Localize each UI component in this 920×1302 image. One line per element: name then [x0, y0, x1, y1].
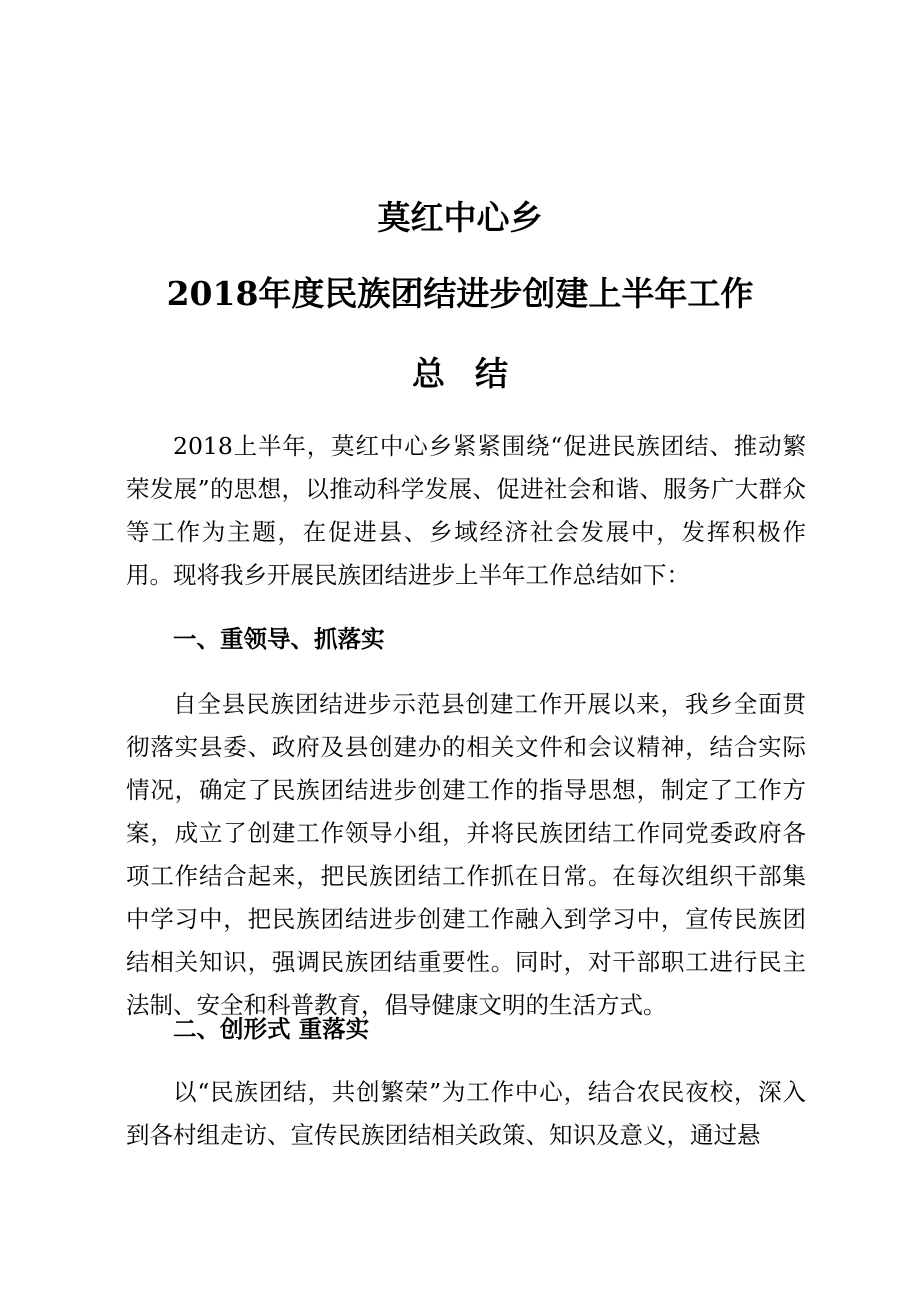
- section1-paragraph: 自全县民族团结进步示范县创建工作开展以来，我乡全面贯彻落实县委、政府及县创建办的相关文件和会议精神，结合实际情况，确定了民族团结进步创建工作的指导思想，制定了工作方案，成立了创建工作领导小组，并将民族团结工作同党委政府各项工作结合起来，把民族团结工作抓在日常。在每次组织干部集中学习中，把民族团结进步创建工作融入到学习中，宣传民族团结相关知识，强调民族团结重要性。同时，对干部职工进行民主法制、安全和科普教育，倡导健康文明的生活方式。: [126, 690, 806, 1019]
- document-title-line3: 总结: [412, 354, 538, 393]
- document-title-line1: 莫红中心乡: [377, 198, 543, 237]
- section1-heading: 一、重领导、抓落实: [173, 625, 385, 653]
- intro-paragraph: 2018上半年，莫红中心乡紧紧围绕“促进民族团结、推动繁荣发展”的思想，以推动科学发展、促进社会和谐、服务广大群众等工作为主题，在促进县、乡域经济社会发展中，发挥积极作用。现将我乡开展民族团结进步上半年工作总结如下：: [126, 432, 806, 589]
- document-title-line2: 2018年度民族团结进步创建上半年工作: [166, 274, 754, 313]
- section2-paragraph: 以“民族团结，共创繁荣”为工作中心，结合农民夜校，深入到各村组走访、宣传民族团结相关政策、知识及意义，通过悬: [126, 1078, 806, 1149]
- section2-heading: 二、创形式 重落实: [173, 1015, 370, 1043]
